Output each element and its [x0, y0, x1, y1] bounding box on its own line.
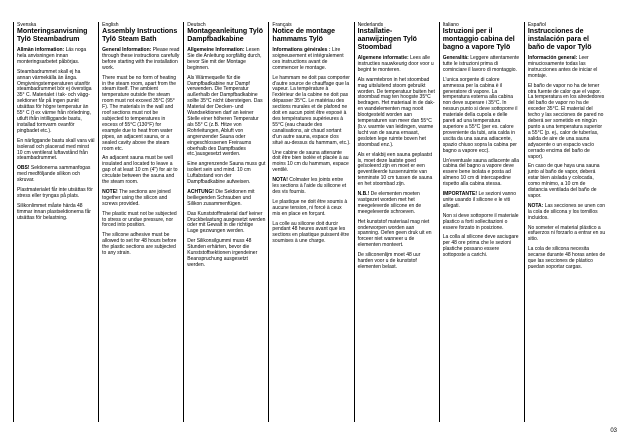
section-title: Montageanleitung Tylö Dampfbadkabine: [187, 28, 263, 43]
paragraph-text: La colla al silicone deve asciugare per 48 ore prima che le sezioni plastiche possano essere sottoposte a carichi.: [442, 234, 519, 259]
paragraph-text: De siliconenlijm moet 48 uur harden voor u de kunststof elementen belast.: [357, 252, 421, 270]
paragraph: [102, 212, 180, 230]
paragraph-heading: Allmän information:: [17, 47, 65, 53]
language-column: [13, 22, 98, 422]
paragraph: [528, 164, 606, 199]
paragraph-text: There must be no form of heating in the steam room, apart from the steam itself. The ambient temperature outside the steam room must not exceed 35°C (95° F). The materials in the wall and roof sections must not be subjected to temperatures in excess of 55°C (130°F) for example due to heat from water pipes, an adjacent sauna, or a sealed cavity above the steam room etc.: [102, 74, 177, 152]
language-label: Français: [272, 22, 292, 28]
paragraph-heading: Allgemeine Information:: [187, 47, 245, 53]
paragraph-text: De elementen moeten vastgezet worden met het meegeleverde silicone en de meegeleverde schroeven.: [357, 191, 422, 215]
paragraph-text: Lesen Sie die Anleitung sorgfältig durch, bevor Sie mit der Montage beginnen.: [187, 47, 262, 71]
paragraph: [358, 253, 436, 271]
paragraph: [358, 78, 436, 149]
paragraph: [443, 78, 521, 155]
paragraph: [272, 151, 350, 175]
paragraph: [17, 70, 95, 135]
paragraph: [102, 156, 180, 186]
paragraph: [443, 235, 521, 259]
paragraph-text: Colmater les joints entre les sections à l'aide du silicone et des vis fournis.: [272, 177, 347, 195]
language-label: Nederlands: [357, 22, 384, 28]
paragraph: [102, 190, 180, 208]
paragraph-text: En närliggande bastu skall vara väl isolerad och placerad med minst 10 cm ventilerat luftavstånd från steambadrummet.: [17, 137, 95, 162]
paragraph: [443, 214, 521, 232]
language-label: Deutsch: [187, 22, 206, 28]
paragraph: [17, 48, 95, 66]
paragraph-text: No someter el material plástico a esfuerzos ni forzarlo a entrar en su sitio.: [527, 224, 606, 243]
paragraph-text: En caso de que haya una sauna junto al baño de vapor, deberá estar bien aislada y colocada, como mínimo, a 10 cm de distancia ventilada del baño de vapor.: [527, 163, 600, 199]
paragraph-text: La cola de silicona necesita secarse durante 48 horas antes de que las secciones de plástico puedan soportar cargas.: [527, 246, 606, 270]
paragraph: [528, 226, 606, 244]
paragraph: [358, 192, 436, 216]
paragraph-heading: N.B.!: [357, 191, 370, 198]
language-column: [268, 22, 353, 422]
paragraph-text: Als warmtebron in het stoombad mag uitsluitend stoom gebruikt worden. De temperatuur buiten het stoombad mag ten hoogste 35°C bedragen. Het materiaal in de dak- en wandelementen mag nooit blootgesteld worden aan temperaturen van meer dan 55°C (b.v. warmte van leidingen, warme lucht van de sauna ernaast, gesloten lege ruimte boven het stoombad enz.).: [357, 76, 435, 148]
paragraph: [528, 204, 606, 222]
paragraph-heading: Información general:: [527, 55, 578, 61]
paragraph: [272, 76, 350, 147]
language-label: Español: [527, 22, 546, 28]
paragraph-text: Un'eventuale sauna adiacente alla cabina del bagno a vapore deve essere bene isolata e posta ad almeno 10 cm di intercapedine rispetto alla cabina stessa.: [442, 157, 519, 188]
paragraph-text: Die Sektionen mit beiliegenden Schrauben und Silikon zusammenfügen.: [187, 188, 255, 207]
paragraph: [187, 76, 265, 159]
section-title: Instrucciones de instalación para el baño de vapor Tylö: [527, 28, 592, 51]
paragraph-text: The sections are joined together using the silicon and screws provided.: [102, 188, 171, 207]
paragraph-text: Silikonlimmet måste härda 48 timmar innan plastsektionerna får utsättas för belastning.: [17, 202, 91, 221]
paragraph-heading: NOTA:: [527, 202, 544, 209]
language-label: Svenska: [17, 22, 37, 28]
language-column: [439, 22, 524, 422]
paragraph-text: La colle au silicone doit durcir pendant 48 heures avant que les sections en plastique puissent être soumises à une charge.: [272, 220, 350, 245]
paragraph: [187, 162, 265, 186]
paragraph: [443, 192, 521, 210]
paragraph-text: Als Wärmequelle für die Dampfbadkabine nur Dampf verwenden. Die Temperatur außerhalb der Dampfbadkabine sollte 35°C nicht übersteigen. Das Material der Decken- und Wandsektionen darf an keiner Stelle einer höheren Temperatur als 55° C (z.B. Hitze von Rohrleitungen, Abluft von angrenzender Sauna oder eingeschlossenen Freiraums oberhalb des Dampfbades etc.)ausgesetzt werden.: [187, 74, 263, 158]
language-column: [98, 22, 183, 422]
paragraph: [187, 239, 265, 269]
paragraph: [528, 84, 606, 161]
paragraph: [272, 200, 350, 218]
paragraph: [102, 48, 180, 72]
paragraph-text: Le hammam ne doit pas comporter d'autre source de chauffage que la vapeur. La température à l'extérieur de la cabine ne doit pas dépasser 35°C. Le matériau des sections murales et de plafond ne doit en aucun point être exposé à des températures supérieures à 55°C (eau chaude des canalisations, air chaud sortant d'un autre sauna, espace clos situé au-dessus du hammam, etc.).: [272, 74, 351, 146]
section-title: Installatie-aanwijzingen Tylö Stoombad: [357, 28, 417, 51]
paragraph-text: Leer minuciosamente todas las instrucciones antes de iniciar el montaje.: [527, 55, 598, 79]
paragraph: [187, 212, 265, 236]
language-column: [524, 22, 609, 422]
paragraph-text: Please read through these instructions carefully before starting with the installation work.: [102, 47, 180, 71]
paragraph-text: Leggere attentamente tutte le istruzioni prima di cominciare il lavoro di montaggio.: [442, 55, 520, 73]
paragraph: [187, 190, 265, 208]
paragraph: [17, 139, 95, 163]
paragraph: [272, 48, 350, 72]
paragraph-heading: ACHTUNG!: [187, 188, 214, 195]
paragraph-text: Als er vlakbij een sauna geplaatst is, moet deze laatste goed geïsoleerd zijn en moet er een geventileerde tussenruimte van tenminste 10 cm tussen de sauna en het stoombad zijn.: [357, 151, 433, 188]
paragraph-heading: Informations générales :: [272, 47, 331, 53]
paragraph-text: Lire soigneusement et intégralement ces instructions avant de commencer le montage.: [272, 47, 344, 71]
section-title: Assembly Instructions Tylö Steam Bath: [102, 28, 178, 43]
paragraph: [358, 220, 436, 250]
paragraph-text: Der Silikonsilgummi muss 48 Stunden erhärten, bevor die Kunststoffsektionen irgendeiner Beanspruchung ausgesetzt werden.: [187, 238, 258, 268]
paragraph: [272, 178, 350, 196]
page-number: 03: [610, 428, 617, 434]
paragraph: [443, 56, 521, 74]
paragraph: [17, 188, 95, 200]
paragraph-text: Lees alle instructies nauwkeurig door voor u begint te monteren.: [357, 55, 434, 73]
paragraph: [358, 56, 436, 74]
paragraph-text: The plastic must not be subjected to stress or undue pressure, nor forced into position.: [102, 210, 177, 229]
paragraph: [443, 159, 521, 189]
paragraph-text: L'unica sorgente di calore ammessa per la cabina è il generatore di vapore. La temperatura esterna alla cabina non deve superare i 35°C. In nessun punto si deve sottoporre il materiale della cupola e delle pareti ad una temperatura superiore a 55°C (per es. calore proveniente da tubi, aria calda in uscita da una sauna adiacente, spazio chiuso sopra la cabina per bagno a vapore ecc).: [442, 76, 518, 154]
paragraph: [358, 153, 436, 188]
paragraph-text: Une cabine de sauna attenante doit être bien isolée et placée à au moins 10 cm du hammam, espace ventilé.: [272, 149, 349, 174]
paragraph-text: Plastmaterialet får inte utsättas för stress eller tryngas på plats.: [17, 187, 93, 199]
paragraph-text: El baño de vapor no ha de tener otra fuente de calor que el vapor. La temperatura en los alrededores del baño de vapor no ha de exceder 35°C. El material del techo y las secciones de pared no deberá ser sometido en ningún punto a una temperatura superior a 55°C (p. ej., calor de tuberías, salida de aire de una sauna adyacente o un espacio vacío cerrado encima del baño de vapor).: [527, 82, 605, 160]
paragraph-heading: Algemene informatie:: [357, 55, 409, 61]
paragraph: [528, 56, 606, 80]
paragraph: [102, 233, 180, 257]
paragraph: [272, 222, 350, 246]
paragraph-heading: NOTE!: [102, 188, 118, 195]
paragraph-text: Eine angrenzende Sauna muss gut isoliert sein und mind. 10 cm Luftabstand von der Dampfbadkabine aufweisen.: [187, 161, 266, 186]
paragraph-text: Le plastique ne doit être soumis à aucune tension, ni forcé à ceux mis en place en forçant.: [272, 198, 348, 217]
section-title: Istruzioni per il montaggio cabina del bagno a vapore Tylö: [442, 28, 515, 51]
paragraph: [528, 247, 606, 271]
paragraph-text: The silicone adhesive must be allowed to set for 48 hours before the plastic sections are subjected to any strain.: [102, 232, 177, 257]
paragraph-text: Non si deve sottoporre il materiale plastico a forti sollecitazioni o essere forzato in posizione.: [442, 212, 519, 231]
paragraph: [17, 204, 95, 222]
paragraph-text: Steambadrummet skall ej ha annan värmekälla än ånga. Omgivningstemperaturen utanför steambadrummet bör ej överstiga 35° C. Materialet i tak- och vägg-sektioner får på ingen punkt utsättas för högre temperatur än 55° C (t ex värme från rörledning, utluft ifrån intilliggande bastu, installad tornvarm ovanför pingbadet etc.).: [17, 68, 92, 134]
paragraph-text: Le sezioni vanno unite usando il silicone e le viti allegati.: [442, 191, 516, 209]
paragraph-text: Las secciones se unen con la cola de silicona y los tornillos incluidos.: [527, 202, 606, 221]
section-title: Monteringsanvisning Tylö Steambadrum: [17, 28, 88, 43]
paragraph-heading: IMPORTANTE!: [442, 191, 478, 198]
language-column: [183, 22, 268, 422]
language-label: Italiano: [442, 22, 459, 28]
paragraph-heading: OBS!: [17, 165, 30, 172]
paragraph-heading: NOTA!: [272, 177, 288, 184]
paragraph: [187, 48, 265, 72]
paragraph: [17, 166, 95, 184]
paragraph-text: Het kunststof materiaal mag niet onderworpen worden aan spanning. Oefen geen druk uit en forceer niet wanneer u de elementen monteert.: [357, 218, 432, 249]
paragraph-text: Sektionerna sammanfogas med medföljande silikon och skruvar.: [17, 165, 91, 184]
paragraph-text: Das Kunststoffmaterial darf keiner Druckbelastung ausgesetzt werden oder mit Gewalt in die richtige Lage gezwungen werden.: [187, 210, 266, 235]
paragraph-text: Läs noga hela anvisningen innan monteringsarbetet påbörjas.: [17, 47, 87, 65]
paragraph-heading: General Information:: [102, 47, 152, 53]
paragraph-heading: Generalità:: [442, 55, 469, 61]
section-title: Notice de montage hammams Tylö: [272, 28, 336, 43]
paragraph-text: An adjacent sauna must be well insulated and located to leave a gap of at least 10 cm (4") for air to circulate between the sauna and the steam room.: [102, 155, 178, 186]
language-column: [354, 22, 439, 422]
language-label: English: [102, 22, 119, 28]
language-columns: [13, 22, 609, 422]
paragraph: [102, 76, 180, 153]
